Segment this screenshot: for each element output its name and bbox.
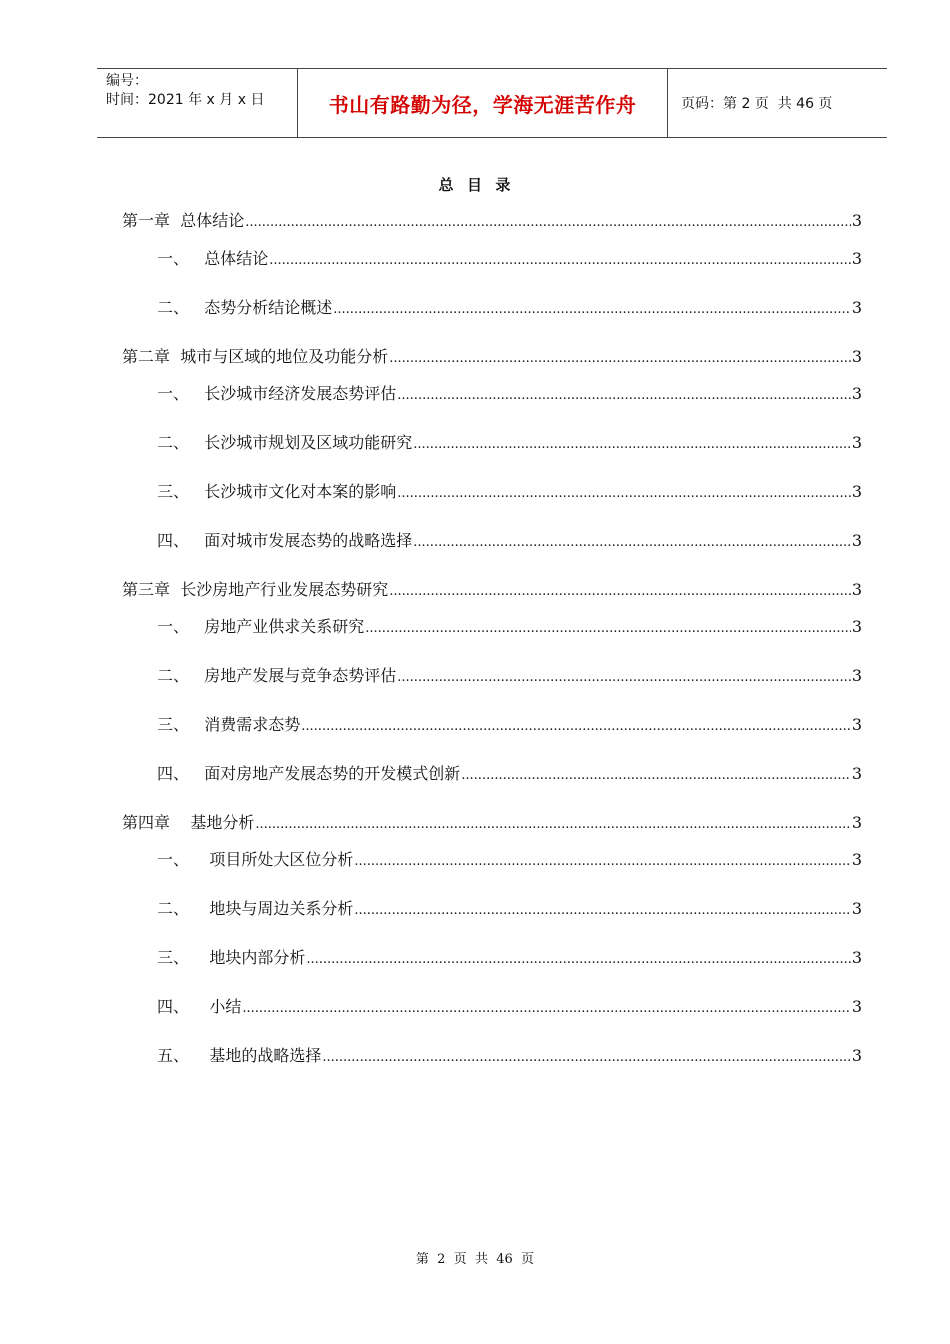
toc-entry-number: 四、 (157, 997, 210, 1016)
toc-entry-label: 基地分析 (190, 813, 255, 832)
toc-entry-label: 长沙城市文化对本案的影响 (204, 482, 397, 501)
header-page-info (668, 69, 887, 137)
toc-entry-number: 四、 (157, 764, 205, 783)
toc-entry-number: 一、 (157, 384, 205, 403)
toc-leader-dots (322, 1045, 850, 1069)
toc-leader-dots (333, 297, 851, 321)
toc-entry-page: 3 (851, 948, 862, 967)
toc-entry[interactable] (122, 210, 862, 232)
toc-entry-label: 长沙房地产行业发展态势研究 (180, 580, 389, 599)
toc-entry-number: 第二章 (122, 347, 181, 366)
toc-entry-label: 项目所处大区位分析 (209, 850, 354, 869)
toc-entry[interactable] (157, 530, 862, 552)
toc-entry[interactable] (157, 947, 862, 969)
toc-entry-label: 消费需求态势 (204, 715, 301, 734)
toc-entry-page: 3 (851, 347, 862, 366)
toc-entry-page: 3 (851, 384, 862, 403)
toc-entry[interactable] (122, 579, 862, 601)
toc-entry-page: 3 (851, 813, 862, 832)
toc-entry-page: 3 (851, 899, 862, 918)
toc-entry-page: 3 (851, 617, 862, 636)
toc-leader-dots (269, 248, 851, 272)
toc-entry-label: 地块内部分析 (209, 948, 306, 967)
toc-entry-number: 五、 (157, 1046, 210, 1065)
toc-entry-label: 城市与区域的地位及功能分析 (180, 347, 389, 366)
toc-entry-label: 房地产业供求关系研究 (204, 617, 365, 636)
toc-entry-number: 一、 (157, 850, 210, 869)
page-info-text: 页码：第 2 页 共 46 页 (681, 96, 833, 112)
toc-entry-label: 总体结论 (204, 249, 269, 268)
toc-leader-dots (365, 616, 851, 640)
toc-entry-page: 3 (851, 211, 862, 230)
toc-entry-label: 小结 (209, 997, 242, 1016)
toc-entry-number: 三、 (157, 948, 210, 967)
toc-entry[interactable] (157, 996, 862, 1018)
toc-entry-label: 面对房地产发展态势的开发模式创新 (204, 764, 461, 783)
toc-entry-label: 地块与周边关系分析 (209, 899, 354, 918)
header-table (97, 68, 887, 138)
toc-leader-dots (255, 812, 850, 836)
toc-entry-number: 二、 (157, 899, 210, 918)
toc-leader-dots (389, 346, 851, 370)
header-motto: 书山有路勤为径，学海无涯苦作舟 (298, 69, 668, 137)
toc-leader-dots (354, 849, 850, 873)
toc-entry[interactable] (157, 616, 862, 638)
toc-entry[interactable] (157, 665, 862, 687)
toc-entry-page: 3 (851, 764, 862, 783)
toc-leader-dots (461, 763, 851, 787)
toc-entry-label: 总体结论 (180, 211, 245, 230)
toc-leader-dots (245, 210, 851, 234)
toc-entry-number: 第一章 (122, 211, 181, 230)
toc-leader-dots (397, 665, 851, 689)
toc-leader-dots (306, 947, 850, 971)
toc-entry-label: 房地产发展与竞争态势评估 (204, 666, 397, 685)
toc-entry-label: 基地的战略选择 (209, 1046, 322, 1065)
code-label: 编号： (106, 73, 148, 89)
toc-entry-page: 3 (851, 580, 862, 599)
footer-page-number: 第 2 页 共 46 页 (415, 1252, 535, 1267)
toc-entry-number: 一、 (157, 249, 205, 268)
toc-entry-page: 3 (851, 298, 862, 317)
toc-entry[interactable] (157, 714, 862, 736)
toc-entry[interactable] (157, 1045, 862, 1067)
toc-entry-label: 面对城市发展态势的战略选择 (204, 531, 413, 550)
toc-entry[interactable] (157, 432, 862, 454)
toc-entry[interactable] (157, 297, 862, 319)
toc-entry-number: 三、 (157, 482, 205, 501)
toc-entry-page: 3 (851, 850, 862, 869)
toc-entry-number: 四、 (157, 531, 205, 550)
toc-entry[interactable] (157, 248, 862, 270)
toc-entry[interactable] (157, 481, 862, 503)
toc-entry-number: 一、 (157, 617, 205, 636)
page-footer (0, 1248, 950, 1267)
toc-entry[interactable] (157, 898, 862, 920)
toc-title-text: 总 目 录 (438, 176, 512, 194)
toc-leader-dots (389, 579, 851, 603)
toc-entry-page: 3 (851, 666, 862, 685)
toc-title (0, 174, 950, 195)
toc-entry-page: 3 (851, 249, 862, 268)
toc-entry[interactable] (157, 763, 862, 785)
toc-entry-page: 3 (851, 715, 862, 734)
toc-entry-number: 第四章 (122, 813, 191, 832)
toc-entry-page: 3 (851, 433, 862, 452)
toc-entry-page: 3 (851, 531, 862, 550)
toc-entry-number: 二、 (157, 298, 205, 317)
toc-leader-dots (397, 383, 851, 407)
toc-entry[interactable] (157, 383, 862, 405)
toc-entry[interactable] (122, 812, 862, 834)
toc-leader-dots (354, 898, 850, 922)
toc-leader-dots (413, 530, 851, 554)
toc-leader-dots (397, 481, 851, 505)
toc-entry[interactable] (157, 849, 862, 871)
toc-leader-dots (242, 996, 850, 1020)
toc-entry-number: 二、 (157, 666, 205, 685)
toc-entry-number: 三、 (157, 715, 205, 734)
time-label: 时间：2021 年 x 月 x 日 (106, 92, 265, 108)
toc-entry-label: 长沙城市经济发展态势评估 (204, 384, 397, 403)
toc-entry-page: 3 (851, 1046, 862, 1065)
toc-entry-number: 第三章 (122, 580, 181, 599)
toc-entry[interactable] (122, 346, 862, 368)
header-meta (97, 69, 298, 137)
toc-leader-dots (413, 432, 851, 456)
toc-entry-label: 态势分析结论概述 (204, 298, 333, 317)
toc-entry-number: 二、 (157, 433, 205, 452)
toc-leader-dots (301, 714, 851, 738)
toc-entry-page: 3 (851, 997, 862, 1016)
toc-entry-label: 长沙城市规划及区域功能研究 (204, 433, 413, 452)
toc-entry-page: 3 (851, 482, 862, 501)
